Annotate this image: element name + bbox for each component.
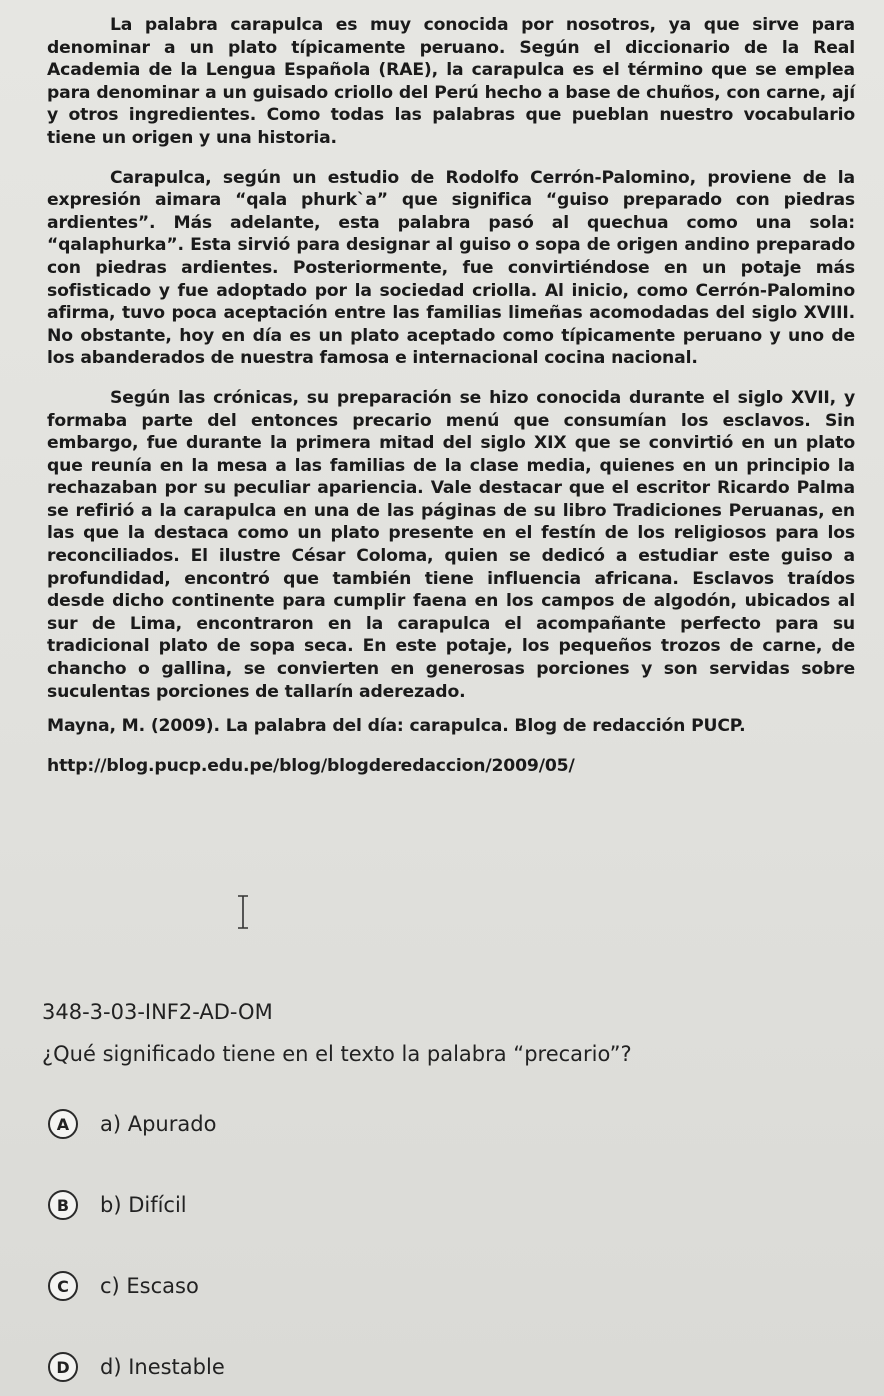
option-c[interactable] [48, 1269, 199, 1303]
question-text: ¿Qué significado tiene en el texto la palabra “precario”? [42, 1042, 632, 1066]
option-c-label: c) Escaso [100, 1274, 199, 1298]
option-b[interactable] [48, 1188, 187, 1222]
text-cursor-icon [236, 894, 250, 930]
reference-citation: Mayna, M. (2009). La palabra del día: carapulca. Blog de redacción PUCP. [47, 716, 746, 737]
option-b-badge: B [48, 1190, 78, 1220]
option-d[interactable] [48, 1350, 225, 1384]
reference-url: http://blog.pucp.edu.pe/blog/blogderedaccion/2009/05/ [47, 755, 575, 776]
option-d-badge: D [48, 1352, 78, 1382]
paragraph-1: La palabra carapulca es muy conocida por nosotros, ya que sirve para denominar a un plato típicamente peruano. Según el diccionario de la Real Academia de la Lengua Española (RAE), la carapulca es el término que se emplea para denominar a un guisado criollo del Perú hecho a base de chuños, con carne, ají y otros ingredientes. Como todas las palabras que pueblan nuestro vocabulario tiene un origen y una historia. [47, 15, 855, 148]
option-a-label: a) Apurado [100, 1112, 217, 1136]
reading-passage [47, 14, 855, 777]
option-a-badge: A [48, 1109, 78, 1139]
paragraph-2: Carapulca, según un estudio de Rodolfo Cerrón-Palomino, proviene de la expresión aimara “qala phurk`a” que significa “guiso preparado con piedras ardientes”. Más adelante, esta palabra pasó al quechua como una sola: “qalaphurka”. Esta sirvió para designar al guiso o sopa de origen andino preparado con piedras ardientes. Posteriormente, fue convirtiéndose en un potaje más sofisticado y fue adoptado por la sociedad criolla. Al inicio, como Cerrón-Palomino afirma, tuvo poca aceptación entre las familias limeñas acomodadas del siglo XVIII. No obstante, hoy en día es un plato aceptado como típicamente peruano y uno de los abanderados de nuestra famosa e internacional cocina nacional. [47, 167, 855, 369]
option-c-badge: C [48, 1271, 78, 1301]
option-a[interactable] [48, 1107, 216, 1141]
option-b-label: b) Difícil [100, 1193, 187, 1217]
option-d-label: d) Inestable [100, 1355, 225, 1379]
paragraph-3: Según las crónicas, su preparación se hizo conocida durante el siglo XVII, y formaba parte del entonces precario menú que consumían los esclavos. Sin embargo, fue durante la primera mitad del siglo XIX que se convirtió en un plato que reunía en la mesa a las familias de la clase media, quienes en un principio la rechazaban por su peculiar apariencia. Vale destacar que el escritor Ricardo Palma se refirió a la carapulca en una de las páginas de su libro Tradiciones Peruanas, en las que la destaca como un plato presente en el festín de los religiosos para los reconciliados. El ilustre César Coloma, quien se dedicó a estudiar este guiso a profundidad, encontró que también tiene influencia africana. Esclavos traídos desde dicho continente para cumplir faena en los campos de algodón, ubicados al sur de Lima, encontraron en la carapulca el acompañante perfecto para su tradicional plato de sopa seca. En este potaje, los pequeños trozos de carne, de chancho o gallina, se convierten en generosas porciones y son servidas sobre suculentas porciones de tallarín aderezado. [47, 387, 855, 702]
question-code: 348-3-03-INF2-AD-OM [42, 1000, 273, 1024]
